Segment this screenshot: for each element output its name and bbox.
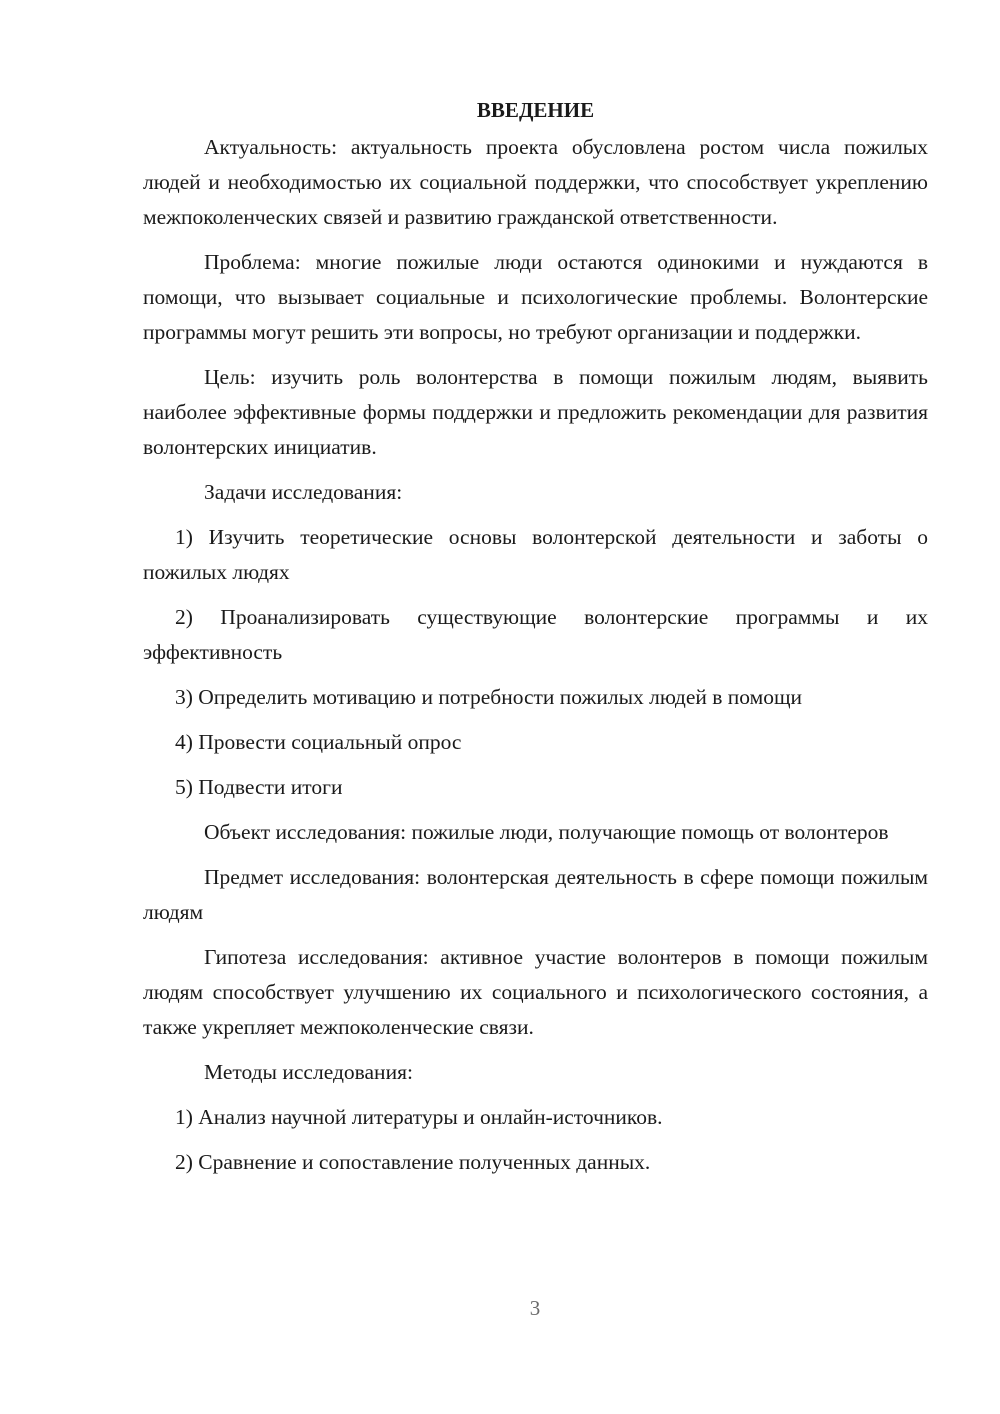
paragraph-object: Объект исследования: пожилые люди, получающие помощь от волонтеров — [204, 820, 889, 844]
method-item-2: 2) Сравнение и сопоставление полученных данных. — [175, 1150, 651, 1174]
method-item-1: 1) Анализ научной литературы и онлайн-источников. — [175, 1105, 663, 1129]
task-item-4: 4) Провести социальный опрос — [175, 730, 462, 754]
page-title: ВВЕДЕНИЕ — [476, 98, 595, 122]
methods-heading: Методы исследования: — [204, 1060, 413, 1084]
task-item-3: 3) Определить мотивацию и потребности пожилых людей в помощи — [175, 685, 803, 709]
paragraph-goal: Цель: изучить роль волонтерства в помощи пожилым людям, выявить наиболее эффективные формы поддержки и предложить рекомендации для развития волонтерских инициатив. — [143, 365, 928, 459]
paragraph-relevance: Актуальность: актуальность проекта обусловлена ростом числа пожилых людей и необходимостью их социальной поддержки, что способствует укреплению межпоколенческих связей и развитию гражданской ответственности. — [143, 135, 928, 229]
paragraph-problem: Проблема: многие пожилые люди остаются одинокими и нуждаются в помощи, что вызывает социальные и психологические проблемы. Волонтерские программы могут решить эти вопросы, но требуют организации и поддержки. — [143, 250, 928, 344]
task-item-2: 2) Проанализировать существующие волонтерские программы и их эффективность — [143, 605, 928, 664]
paragraph-subject: Предмет исследования: волонтерская деятельность в сфере помощи пожилым людям — [143, 865, 928, 924]
tasks-heading: Задачи исследования: — [204, 480, 403, 504]
task-item-1: 1) Изучить теоретические основы волонтерской деятельности и заботы о пожилых людях — [143, 525, 928, 584]
task-item-5: 5) Подвести итоги — [175, 775, 343, 799]
document-page — [143, 92, 928, 1190]
page-number: 3 — [529, 1296, 541, 1320]
paragraph-hypothesis: Гипотеза исследования: активное участие волонтеров в помощи пожилым людям способствует улучшению их социального и психологического состояния, а также укрепляет межпоколенческие связи. — [143, 945, 928, 1039]
